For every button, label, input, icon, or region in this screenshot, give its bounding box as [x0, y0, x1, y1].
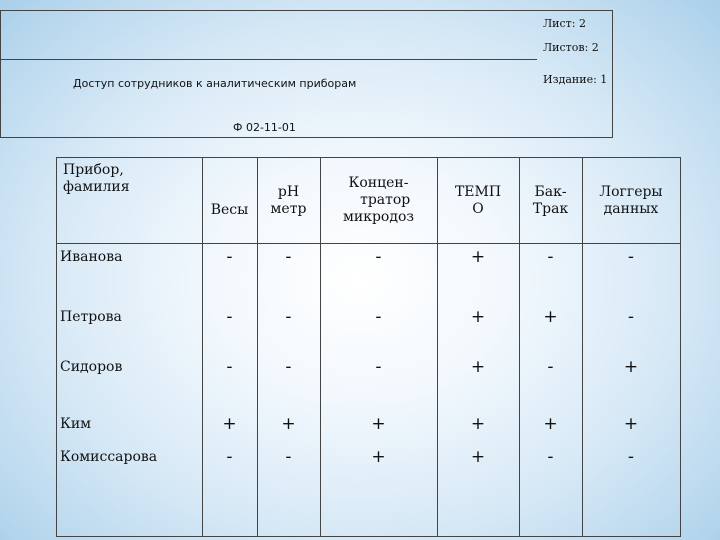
column-header: рН метр: [270, 184, 307, 217]
access-mark: -: [285, 357, 292, 377]
document-title: Доступ сотрудников к аналитическим приборам: [73, 77, 357, 90]
row-name: Ким: [60, 416, 92, 432]
access-mark: -: [375, 357, 382, 377]
column-header: Бак- Трак: [532, 184, 569, 217]
access-mark: -: [226, 357, 233, 377]
access-mark: -: [226, 447, 233, 467]
access-mark: +: [543, 307, 558, 327]
sheet-count: Листов: 2: [543, 41, 599, 54]
access-mark: -: [627, 307, 635, 327]
column-header: ТЕМП О: [454, 184, 502, 217]
access-mark: -: [285, 447, 292, 467]
access-mark: -: [547, 447, 554, 467]
access-mark: +: [371, 414, 386, 434]
access-mark: -: [547, 247, 554, 267]
access-mark: -: [375, 307, 382, 327]
access-mark: +: [222, 414, 237, 434]
access-mark: -: [627, 447, 635, 467]
edition: Издание: 1: [543, 73, 608, 86]
access-mark: +: [623, 414, 639, 434]
row-name: Петрова: [60, 309, 122, 325]
access-mark: -: [285, 247, 292, 267]
access-mark: -: [547, 357, 554, 377]
column-header: Концен- тратор микродоз: [342, 175, 415, 225]
form-code: Ф 02-11-01: [233, 121, 296, 134]
header-row-divider: [57, 243, 680, 244]
header-divider: [1, 59, 537, 60]
column-header: Прибор, фамилия: [63, 162, 130, 195]
access-mark: -: [285, 307, 292, 327]
access-mark: +: [543, 414, 558, 434]
access-mark: +: [470, 447, 486, 467]
column-header: Весы: [210, 202, 249, 218]
access-mark: +: [470, 414, 486, 434]
edition-cell: [537, 59, 613, 138]
access-mark: +: [371, 447, 386, 467]
access-mark: -: [226, 247, 233, 267]
row-name: Комиссарова: [60, 449, 158, 465]
sheet-number: Лист: 2: [543, 17, 586, 30]
form-header: [0, 10, 613, 138]
access-mark: +: [470, 357, 486, 377]
access-mark: +: [281, 414, 296, 434]
access-mark: -: [627, 247, 635, 267]
access-mark: +: [623, 357, 639, 377]
row-name: Сидоров: [60, 359, 123, 375]
access-mark: -: [375, 247, 382, 267]
row-name: Иванова: [60, 249, 123, 265]
access-mark: -: [226, 307, 233, 327]
access-table: [56, 157, 681, 537]
access-mark: +: [470, 247, 486, 267]
column-header: Логгеры данных: [599, 184, 663, 217]
access-mark: +: [470, 307, 486, 327]
